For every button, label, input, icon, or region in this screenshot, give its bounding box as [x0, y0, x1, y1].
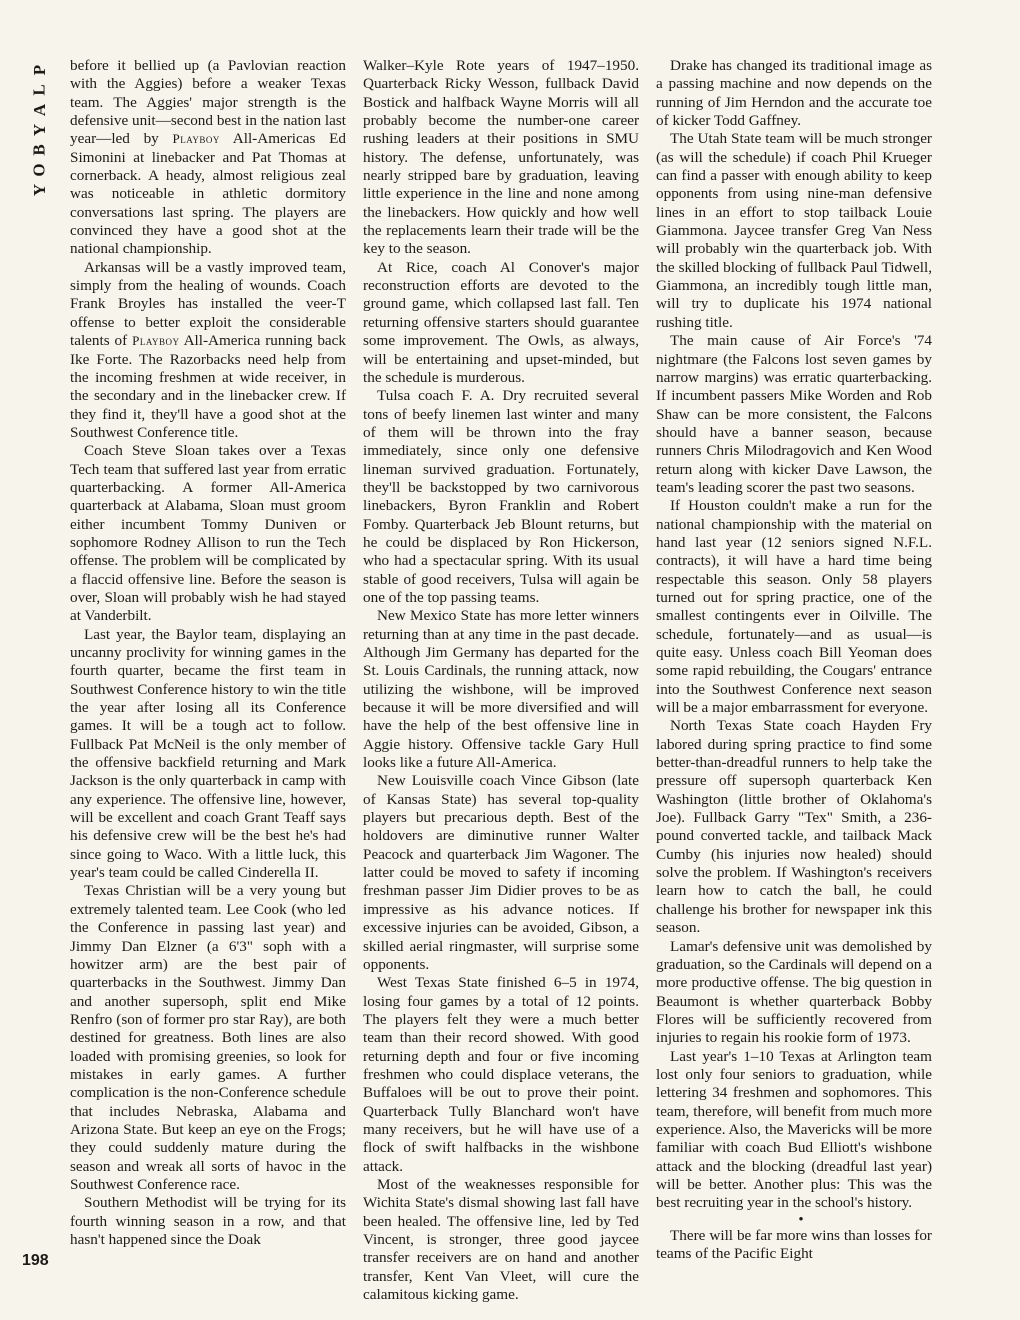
article-paragraph	[656, 717, 932, 937]
paragraph-text: Coach Steve Sloan takes over a Texas Tech team that suffered last year from erratic quarterbacking. A former All-America quarterback at Alabama, Sloan must groom either incumbent Tommy Duniven or sophomore Rodney Allison to run the Tech offense. The problem will be complicated by a flaccid offensive line. Before the season is over, Sloan will probably wish he had stayed at Vanderbilt.	[70, 442, 346, 625]
small-caps-text: Playboy	[132, 333, 180, 349]
masthead-letter: Y	[30, 123, 49, 137]
paragraph-text: Most of the weaknesses responsible for Wichita State's dismal showing last fall have been healed. The offensive line, led by Ted Vincent, is stronger, three good jaycee transfer receivers are on hand and another transfer, Kent Van Vleet, will cure the calamitous kicking game.	[363, 1175, 639, 1304]
paragraph-text: before it bellied up (a Pavlovian reaction with the Aggies) before a weaker Texas team. The Aggies' major strength is the defensive unit—second best in the nation last year—led by	[70, 57, 346, 148]
article-paragraph	[656, 57, 932, 130]
paragraph-text: Lamar's defensive unit was demolished by graduation, so the Cardinals will depend on a more productive offense. The big question in Beaumont is whether quarterback Bobby Flores will be sufficiently recovered from injuries to regain his rookie form of 1973.	[656, 937, 932, 1047]
paragraph-text: West Texas State finished 6–5 in 1974, losing four games by a total of 12 points. The players felt they were a much better team than their record showed. With good returning depth and four or five incoming freshmen who could displace veterans, the Buffaloes will be out to prove their point. Quarterback Tully Blanchard won't have many receivers, but he will have use of a flock of swift halfbacks in the wishbone attack.	[363, 974, 639, 1175]
article-paragraph	[656, 1048, 932, 1213]
paragraph-text: Tulsa coach F. A. Dry recruited several tons of beefy linemen last winter and many of them will be thrown into the fray immediately, since only one defensive lineman survived graduation. Fortunately, they'll be backstopped by two carnivorous linebackers, Byron Franklin and Robert Fomby. Quarterback Jeb Blount returns, but he could be displaced by Ron Hickerson, who had a spectacular spring. With its usual stable of good receivers, Tulsa will again be one of the top passing teams.	[363, 387, 639, 606]
paragraph-text: The Utah State team will be much stronger (as will the schedule) if coach Phil Krueger can find a passer with enough ability to keep opponents from using nine-man defensive lines in an effort to stop tailback Louie Giammona. Jaycee transfer Greg Van Ness will probably win the quarterback job. With the skilled blocking of fullback Paul Tidwell, Giammona, an incredibly tough little man, will try to duplicate his 1974 national rushing title.	[656, 130, 932, 331]
paragraph-text: Drake has changed its traditional image as a passing machine and now depends on the running of Jim Herndon and the accurate toe of kicker Todd Gaffney.	[656, 57, 932, 130]
paragraph-text: Texas Christian will be a very young but extremely talented team. Lee Cook (who led the Conference in passing last year) and Jimmy Dan Elzner (a 6'3" soph with a howitzer arm) are the best pair of quarterbacks in the Southwest. Jimmy Dan and another supersoph, split end Mike Renfro (son of former pro star Ray), are both destined for greatness. Both lines are also loaded with promising greenies, so look for mistakes in early games. A further complication is the non-Conference schedule that includes Nebraska, Alabama and Arizona State. But keep an eye on the Frogs; they could suddenly mature during the season and wreak all sorts of havoc in the Southwest Conference race.	[70, 882, 346, 1193]
article-paragraph	[70, 1194, 346, 1249]
article-paragraph	[70, 442, 346, 625]
article-paragraph	[656, 332, 932, 497]
small-caps-text: Playboy	[172, 131, 220, 147]
article-paragraph	[363, 387, 639, 607]
paragraph-text: At Rice, coach Al Conover's major reconstruction efforts are devoted to the ground game, which collapsed last fall. Ten returning offensive starters should guarantee some improvement. The Owls, as always, will be entertaining and upset-minded, but the schedule is murderous.	[363, 258, 639, 386]
paragraph-text: Arkansas will be a vastly improved team, simply from the healing of wounds. Coach Frank Broyles has installed the veer-T offense to better exploit the considerable talents of	[70, 258, 346, 350]
masthead-letter: O	[29, 163, 49, 177]
text-column-3	[656, 57, 932, 1263]
article-paragraph	[656, 1227, 932, 1264]
paragraph-text: There will be far more wins than losses for teams of the Pacific Eight	[656, 1226, 932, 1262]
section-break-bullet: •	[798, 1211, 804, 1228]
paragraph-text: Last year's 1–10 Texas at Arlington team lost only four seniors to graduation, while lettering 34 freshmen and sophomores. This team, therefore, will benefit from much more experience. Also, the Mavericks will be more familiar with coach Bud Elliott's wishbone attack and the blocking (dreadful last year) will be better. Another plus: This was the best recruiting year in the school's history.	[656, 1047, 932, 1212]
article-paragraph	[70, 57, 346, 259]
masthead-letter: Y	[30, 183, 49, 197]
paragraph-text: New Louisville coach Vince Gibson (late of Kansas State) has several top-quality players but precarious depth. Best of the holdovers are diminutive runner Walter Peacock and quarterback Jim Wagoner. The latter could be moved to safety if incoming freshman passer Jim Didier proves to be as impressive as his advance notices. If excessive injuries can be avoided, Gibson, a skilled aerial ringmaster, will surprise some opponents.	[363, 772, 639, 973]
paragraph-text: New Mexico State has more letter winners returning than at any time in the past decade. Although Jim Germany has departed for the St. Louis Cardinals, the running attack, now utilizing the wishbone, will be improved because it will be more diversified and will have the help of the best offensive line in Aggie history. Offensive tackle Gary Hull looks like a future All-America.	[363, 607, 639, 772]
paragraph-text: All-Americas Ed Simonini at linebacker and Pat Thomas at cornerback. A heady, almost religious zeal was noticeable in athletic dormitory conversations last spring. The players are convinced they have a good shot at the national championship.	[70, 130, 346, 258]
paragraph-text: All-America running back Ike Forte. The Razorbacks need help from the incoming freshmen at wide receiver, in the secondary and in the linebacker crew. If they find it, they'll have a good shot at the Southwest Conference title.	[70, 332, 347, 441]
article-paragraph	[70, 259, 346, 442]
page-number: 198	[22, 1252, 49, 1269]
paragraph-text: If Houston couldn't make a run for the national championship with the material on hand last year (12 seniors signed N.F.L. contracts), it will have a hard time being respectable this season. Only 58 players turned out for spring practice, one of the smallest contingents ever in Oilville. The schedule, fortunately—and as usual—is quite easy. Unless coach Bill Yeoman does some rapid rebuilding, the Cougars' entrance into the Southwest Conference next season will be a major embarrassment for everyone.	[656, 497, 932, 717]
article-paragraph	[70, 882, 346, 1194]
paragraph-text: North Texas State coach Hayden Fry labored during spring practice to find some better-than-dreadful runners to help take the pressure off supersoph quarterback Ken Washington (little brother of Oklahoma's Joe). Fullback Garry "Tex" Smith, a 236-pound converted tackle, and tailback Mack Cumby (his injuries now healed) should solve the problem. If Washington's receivers learn how to catch the ball, he could challenge his brother for newspaper ink this season.	[656, 717, 932, 937]
paragraph-text: Walker–Kyle Rote years of 1947–1950. Quarterback Ricky Wesson, fullback David Bostick and halfback Wayne Morris will all probably become the number-one career rushing leaders at their positions in SMU history. The defense, unfortunately, was nearly stripped bare by graduation, leaving little experience in the line and none among the linebackers. How quickly and how well the replacements learn their trade will be the key to the season.	[363, 57, 639, 258]
article-paragraph	[363, 259, 639, 387]
masthead-letter: L	[30, 84, 49, 96]
article-paragraph	[363, 1176, 639, 1304]
text-column-2	[363, 57, 639, 1304]
paragraph-text: Southern Methodist will be trying for its fourth winning season in a row, and that hasn't happened since the Doak	[70, 1194, 346, 1248]
article-paragraph	[656, 130, 932, 332]
masthead-letter: P	[29, 64, 49, 76]
article-paragraph	[656, 497, 932, 717]
masthead-letter: A	[30, 103, 49, 117]
masthead-letter: B	[30, 144, 49, 156]
article-paragraph	[70, 626, 346, 883]
article-paragraph	[363, 57, 639, 259]
article-paragraph	[363, 974, 639, 1176]
article-paragraph	[363, 607, 639, 772]
article-paragraph	[363, 772, 639, 974]
paragraph-text: The main cause of Air Force's '74 nightmare (the Falcons lost seven games by narrow margins) was erratic quarterbacking. If incumbent passers Mike Worden and Rob Shaw can be more consistent, the Falcons should have a banner season, because runners Chris Milodragovich and Ken Wood return along with kicker Dave Lawson, the team's leading scorer the past two seasons.	[656, 332, 932, 496]
article-paragraph	[656, 938, 932, 1048]
text-column-1	[70, 57, 346, 1249]
paragraph-text: Last year, the Baylor team, displaying an uncanny proclivity for winning games in the fourth quarter, became the first team in Southwest Conference history to win the title the year after losing all its Conference games. It will be a tough act to follow. Fullback Pat McNeil is the only member of the offensive backfield returning and Mark Jackson is the only quarterback in camp with any experience. The offensive line, however, will be excellent and coach Grant Teaff says his defensive crew will be the best he's had since going to Waco. With a little luck, this year's team could be called Cinderella II.	[70, 625, 346, 882]
playboy-masthead	[28, 60, 52, 200]
